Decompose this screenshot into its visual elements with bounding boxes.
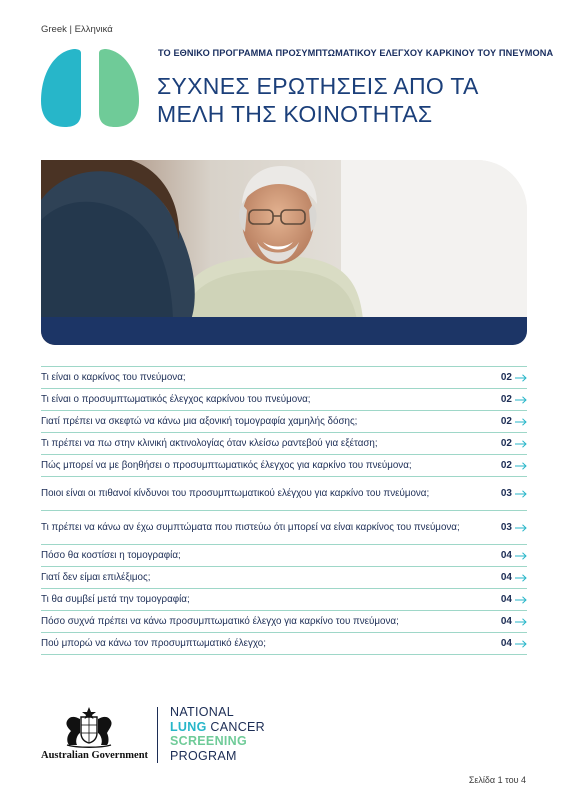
toc-item-text: Πού μπορώ να κάνω τον προσυμπτωματικό έλεγχο; — [41, 637, 266, 649]
toc-row[interactable] — [41, 367, 527, 389]
program-name-lung: LUNG — [170, 719, 207, 734]
toc-item-text: Γιατί δεν είμαι επιλέξιμος; — [41, 571, 151, 583]
title-line-2: ΜΕΛΗ ΤΗΣ ΚΟΙΝΟΤΗΤΑΣ — [157, 101, 433, 127]
hero-photo — [41, 160, 527, 345]
toc-row[interactable] — [41, 389, 527, 411]
program-name-line-3: SCREENING — [170, 734, 248, 748]
toc-item-text: Τι είναι ο προσυμπτωματικός έλεγχος καρκίνου του πνεύμονα; — [41, 393, 311, 405]
toc-page-number: 04 — [501, 616, 527, 627]
program-name-line-4: PROGRAM — [170, 748, 237, 763]
program-name-line-1: NATIONAL — [170, 705, 234, 719]
toc-page-number: 04 — [501, 594, 527, 605]
program-name-cancer: CANCER — [210, 719, 265, 734]
toc-page-number: 02 — [501, 394, 527, 405]
arrow-right-icon — [515, 440, 527, 448]
toc-page-number: 04 — [501, 638, 527, 649]
arrow-right-icon — [515, 374, 527, 382]
toc-item-text: Τι είναι ο καρκίνος του πνεύμονα; — [41, 371, 186, 383]
toc-item-text: Τι πρέπει να πω στην κλινική ακτινολογίας όταν κλείσω ραντεβού για εξέταση; — [41, 437, 378, 449]
toc-item-text: Γιατί πρέπει να σκεφτώ να κάνω μια αξονική τομογραφία χαμηλής δόσης; — [41, 415, 358, 427]
toc-row[interactable] — [41, 611, 527, 633]
coat-of-arms-icon — [59, 705, 119, 749]
program-line: ΤΟ ΕΘΝΙΚΟ ΠΡΟΓΡΑΜΜΑ ΠΡΟΣΥΜΠΤΩΜΑΤΙΚΟΥ ΕΛΕΓΧΟΥ ΚΑΡΚΙΝΟΥ ΤΟΥ ΠΝΕΥΜΟΝΑ — [158, 48, 554, 58]
table-of-contents — [41, 366, 527, 655]
toc-page-number: 02 — [501, 372, 527, 383]
toc-item-text: Τι πρέπει να κάνω αν έχω συμπτώματα που πιστεύω ότι μπορεί να είναι καρκίνος του πνεύμονα; — [41, 521, 460, 533]
arrow-right-icon — [515, 396, 527, 404]
arrow-right-icon — [515, 418, 527, 426]
footer — [41, 705, 527, 765]
toc-row[interactable] — [41, 455, 527, 477]
arrow-right-icon — [515, 552, 527, 560]
toc-item-text: Πόσο θα κοστίσει η τομογραφία; — [41, 549, 181, 561]
program-logo-text — [170, 705, 265, 763]
page-number: Σελίδα 1 του 4 — [468, 775, 526, 785]
toc-page-number: 02 — [501, 438, 527, 449]
toc-item-text: Πώς μπορεί να με βοηθήσει ο προσυμπτωματικός έλεγχος για καρκίνο του πνεύμονα; — [41, 459, 412, 471]
toc-row[interactable] — [41, 433, 527, 455]
footer-divider — [157, 707, 158, 763]
toc-item-text: Πόσο συχνά πρέπει να κάνω προσυμπτωματικό έλεγχο για καρκίνο του πνεύμονα; — [41, 615, 399, 627]
toc-row[interactable] — [41, 589, 527, 611]
page-title — [157, 72, 537, 128]
lungs-logo-icon — [41, 49, 139, 127]
toc-page-number: 04 — [501, 550, 527, 561]
toc-row[interactable] — [41, 545, 527, 567]
title-line-1: ΣΥΧΝΕΣ ΕΡΩΤΗΣΕΙΣ ΑΠΟ ΤΑ — [157, 73, 479, 99]
toc-row[interactable] — [41, 511, 527, 545]
toc-page-number: 03 — [501, 488, 527, 499]
arrow-right-icon — [515, 490, 527, 498]
toc-page-number: 03 — [501, 522, 527, 533]
language-label: Greek | Ελληνικά — [41, 24, 113, 35]
arrow-right-icon — [515, 574, 527, 582]
toc-row[interactable] — [41, 567, 527, 589]
toc-row[interactable] — [41, 411, 527, 433]
toc-page-number: 02 — [501, 416, 527, 427]
arrow-right-icon — [515, 462, 527, 470]
arrow-right-icon — [515, 596, 527, 604]
toc-row[interactable] — [41, 477, 527, 511]
toc-row[interactable] — [41, 633, 527, 655]
toc-page-number: 04 — [501, 572, 527, 583]
toc-item-text: Τι θα συμβεί μετά την τομογραφία; — [41, 593, 190, 605]
arrow-right-icon — [515, 618, 527, 626]
toc-page-number: 02 — [501, 460, 527, 471]
arrow-right-icon — [515, 640, 527, 648]
gov-label: Australian Government — [41, 750, 149, 761]
toc-item-text: Ποιοι είναι οι πιθανοί κίνδυνοι του προσυμπτωματικού ελέγχου για καρκίνο του πνεύμονα; — [41, 487, 430, 499]
arrow-right-icon — [515, 524, 527, 532]
